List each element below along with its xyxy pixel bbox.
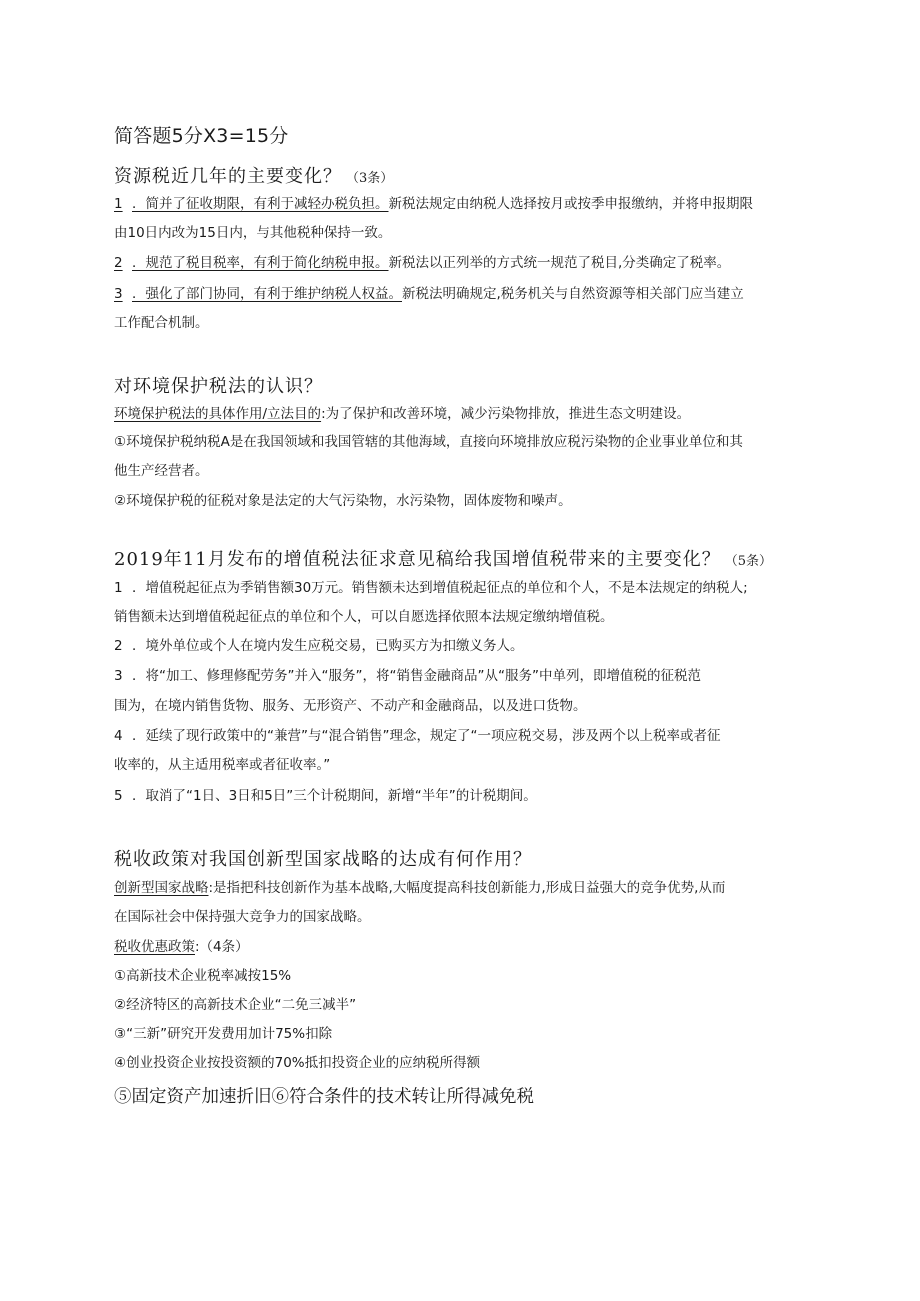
item-text: 新税法明确规定,税务机关与自然资源等相关部门应当建立	[402, 286, 744, 302]
item-lead: ．规范了税目税率，有利于简化纳税申报。	[132, 255, 389, 271]
tax-preference-heading	[114, 933, 838, 962]
item-text: ．延续了现行政策中的“兼营”与“混合销售”理念，规定了“一项应税交易，涉及两个以上税率或者征	[132, 728, 721, 744]
vat-change-item-3-cont: 围为，在境内销售货物、服务、无形资产、不动产和金融商品，以及进口货物。	[114, 698, 587, 714]
vat-change-item-1	[114, 574, 838, 603]
vat-change-item-3	[114, 662, 838, 691]
environment-tax-purpose	[114, 400, 838, 429]
resource-tax-item-1-cont: 由10日内改为15日内，与其他税种保持一致。	[114, 225, 392, 241]
item-text: 新税法规定由纳税人选择按月或按季申报缴纳，并将申报期限	[388, 196, 753, 212]
item-number: 2	[114, 255, 123, 271]
resource-tax-item-3	[114, 280, 838, 309]
tax-preference-item-2: ②经济特区的高新技术企业“二免三减半”	[114, 997, 357, 1013]
definition-text: :是指把科技创新作为基本战略,大幅度提高科技创新能力,形成日益强大的竞争优势,从而	[208, 880, 726, 896]
item-number: 1	[114, 196, 123, 212]
resource-tax-item-2	[114, 249, 838, 278]
item-text: 新税法以正列举的方式统一规范了税目,分类确定了税率。	[388, 255, 731, 271]
item-lead: ．强化了部门协同，有利于维护纳税人权益。	[132, 286, 402, 302]
tax-preference-item-5-6: ⑤固定资产加速折旧⑥符合条件的技术转让所得减免税	[114, 1087, 534, 1107]
policy-note: :（4条）	[195, 939, 249, 955]
heading-note: （3条）	[346, 171, 394, 186]
item-number: 3	[114, 286, 123, 302]
vat-change-item-2	[114, 632, 838, 661]
innovation-strategy-definition	[114, 874, 838, 903]
environment-tax-point-2: ②环境保护税的征税对象是法定的大气污染物，水污染物，固体废物和噪声。	[114, 493, 572, 509]
tax-preference-item-3: ③“三新”研究开发费用加计75%扣除	[114, 1026, 333, 1042]
environment-tax-point-1-cont: 他生产经营者。	[114, 463, 209, 479]
section-heading-innovation-strategy: 税收政策对我国创新型国家战略的达成有何作用？	[114, 849, 532, 870]
item-text: ．取消了“1日、3日和5日”三个计税期间，新增“半年”的计税期间。	[132, 788, 537, 804]
item-number: 4	[114, 728, 123, 744]
definition-label: 创新型国家战略	[114, 880, 209, 896]
item-number: 3	[114, 668, 123, 684]
policy-label: 税收优惠政策	[114, 939, 195, 955]
vat-change-item-4	[114, 722, 838, 751]
item-text: ．将“加工、修理修配劳务”并入“服务”，将“销售金融商品”从“服务”中单列，即增值税的征税范	[132, 668, 701, 684]
purpose-text: :为了保护和改善环境，减少污染物排放，推进生态文明建设。	[321, 406, 691, 422]
section-heading-resource-tax	[114, 162, 838, 188]
environment-tax-point-1: ①环境保护税纳税A是在我国领域和我国管辖的其他海域，直接向环境排放应税污染物的企业事业单位和其	[114, 434, 743, 450]
resource-tax-item-3-cont: 工作配合机制。	[114, 315, 209, 331]
vat-change-item-1-cont: 销售额未达到增值税起征点的单位和个人，可以自愿选择依照本法规定缴纳增值税。	[114, 609, 614, 625]
item-number: 2	[114, 638, 123, 654]
item-text: ．境外单位或个人在境内发生应税交易，已购买方为扣缴义务人。	[132, 638, 524, 654]
purpose-label: 环境保护税法的具体作用/立法目的	[114, 406, 322, 422]
section-heading-vat-draft	[114, 545, 838, 571]
item-text: ．增值税起征点为季销售额30万元。销售额未达到增值税起征点的单位和个人，不是本法规定的纳税人;	[132, 580, 748, 596]
item-number: 1	[114, 580, 123, 596]
item-lead: ．简并了征收期限，有利于减轻办税负担。	[132, 196, 389, 212]
vat-change-item-5	[114, 782, 838, 811]
innovation-strategy-definition-cont: 在国际社会中保持强大竞争力的国家战略。	[114, 909, 371, 925]
tax-preference-item-1: ①高新技术企业税率减按15%	[114, 968, 292, 984]
heading-note: （5条）	[724, 554, 772, 569]
vat-change-item-4-cont: 收率的，从主适用税率或者征收率。”	[114, 757, 331, 773]
item-number: 5	[114, 788, 123, 804]
heading-text: 资源税近几年的主要变化？	[114, 166, 342, 187]
heading-text: 2019年11月发布的增值税法征求意见稿给我国增值税带来的主要变化？	[114, 549, 721, 570]
tax-preference-item-4: ④创业投资企业按投资额的70%抵扣投资企业的应纳税所得额	[114, 1055, 481, 1071]
resource-tax-item-1	[114, 190, 838, 219]
section-heading-environment-tax: 对环境保护税法的认识？	[114, 376, 323, 397]
page-title: 简答题5分X3=15分	[114, 125, 289, 147]
